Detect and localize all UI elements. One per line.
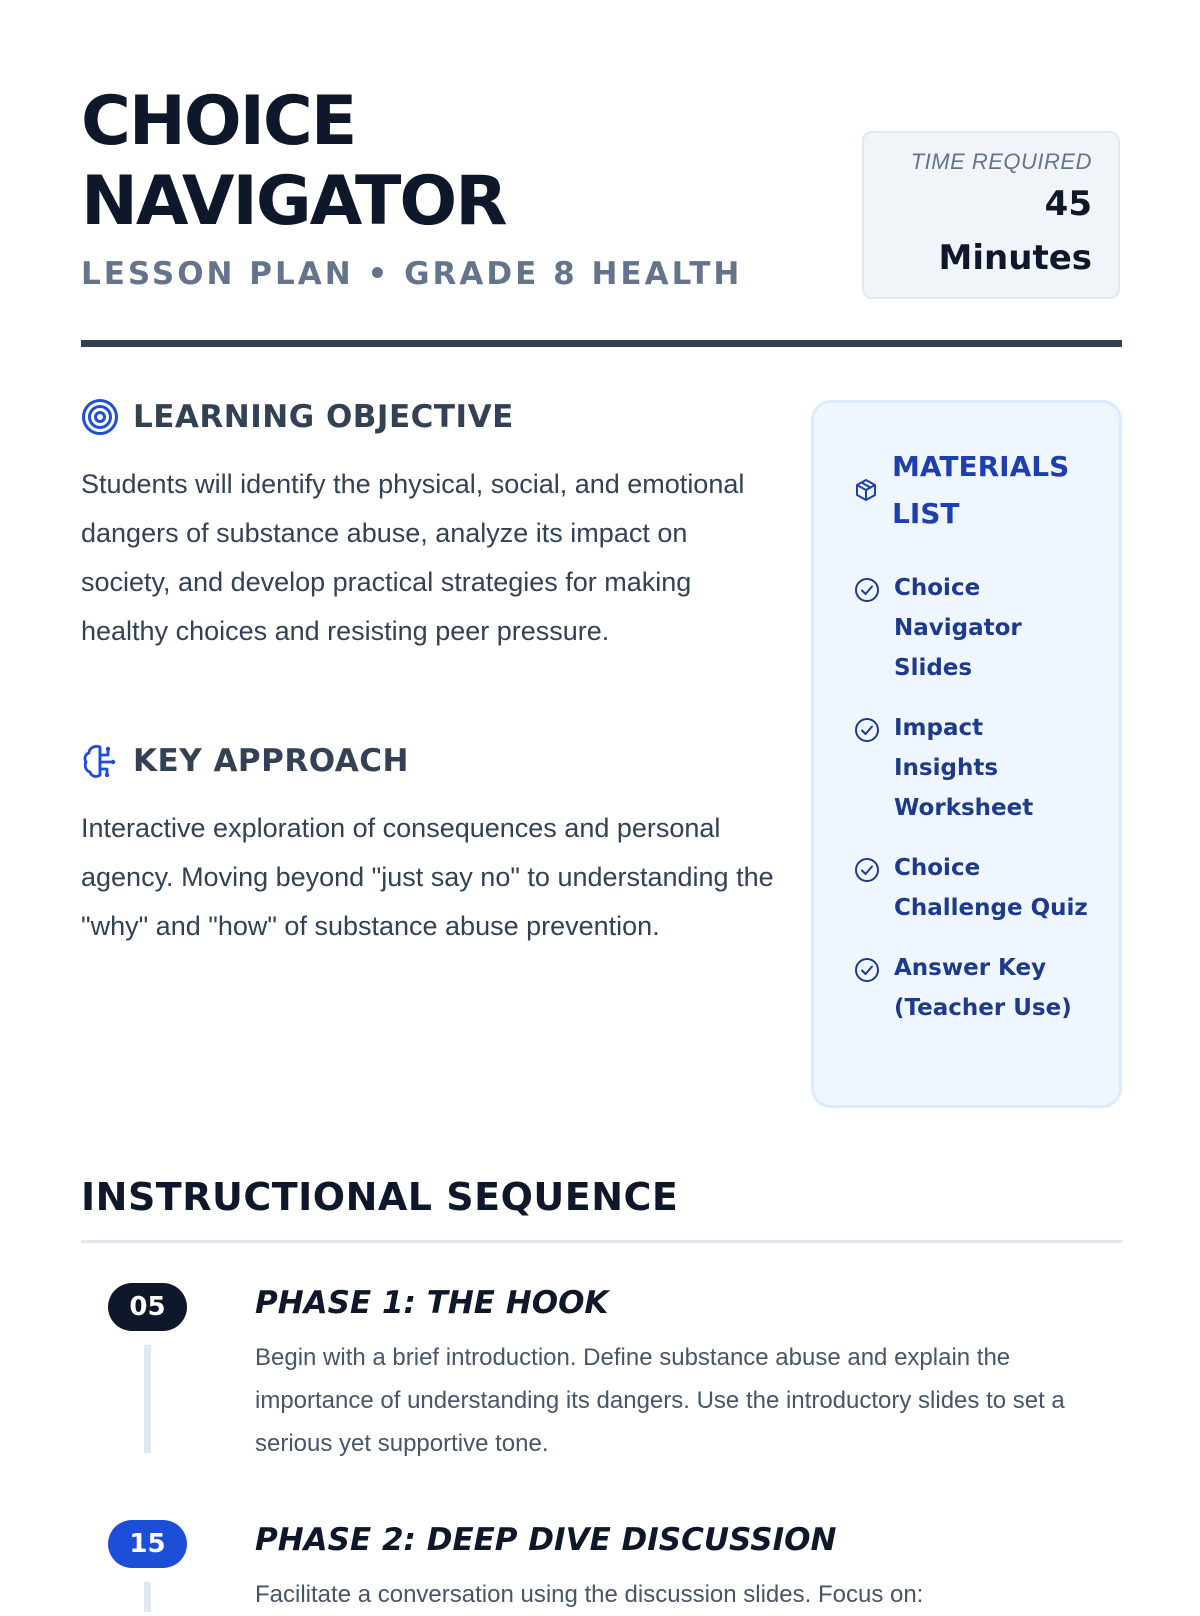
time-value-number: 45 <box>1044 184 1092 224</box>
check-circle-icon <box>854 717 880 743</box>
materials-panel <box>811 400 1122 1108</box>
list-item <box>854 848 1094 928</box>
page-subtitle: LESSON PLAN • GRADE 8 HEALTH <box>81 256 743 292</box>
phase-timeline-line <box>144 1582 151 1612</box>
title-line-1: CHOICE <box>81 82 356 161</box>
page-title <box>81 82 506 242</box>
phase-minutes-badge: 15 <box>108 1520 187 1568</box>
brain-icon <box>81 742 119 780</box>
time-required-value <box>864 177 1092 285</box>
phase-title: PHASE 2: DEEP DIVE DISCUSSION <box>255 1522 837 1558</box>
objective-text: Students will identify the physical, social, and emotional dangers of substance abuse, analyze its impact on society, and develop practical strategies for making healthy choices and resisting peer pressure. <box>81 469 745 646</box>
phase-1 <box>81 1283 1122 1457</box>
material-label: Choice Navigator Slides <box>894 575 1022 681</box>
list-item <box>854 948 1094 1028</box>
material-label: Answer Key (Teacher Use) <box>894 955 1072 1021</box>
approach-title: KEY APPROACH <box>133 743 409 779</box>
approach-heading <box>81 742 409 780</box>
check-circle-icon <box>854 577 880 603</box>
phase-2 <box>81 1520 1122 1608</box>
sequence-title: INSTRUCTIONAL SEQUENCE <box>81 1175 679 1219</box>
approach-text: Interactive exploration of consequences and personal agency. Moving beyond "just say no" to understanding the "why" and "how" of substance abuse prevention. <box>81 813 774 941</box>
phase-description: Facilitate a conversation using the discussion slides. Focus on: <box>255 1581 924 1608</box>
list-item <box>854 708 1094 828</box>
objective-heading <box>81 398 514 436</box>
package-icon <box>854 478 878 502</box>
list-item <box>854 568 1094 688</box>
header-divider <box>81 340 1122 347</box>
phase-description: Begin with a brief introduction. Define substance abuse and explain the importance of understanding its dangers. Use the introductory slides to set a serious yet supportive tone. <box>255 1344 1065 1457</box>
phase-minutes-badge: 05 <box>108 1283 187 1331</box>
material-label: Choice Challenge Quiz <box>894 855 1088 921</box>
time-value-unit: Minutes <box>938 238 1092 278</box>
materials-title-line-1: MATERIALS <box>892 450 1070 483</box>
time-required-box <box>862 131 1120 299</box>
check-circle-icon <box>854 857 880 883</box>
materials-list <box>854 568 1094 1048</box>
objective-title: LEARNING OBJECTIVE <box>133 399 514 435</box>
phase-title: PHASE 1: THE HOOK <box>255 1285 609 1321</box>
materials-title-line-2: LIST <box>892 497 960 530</box>
materials-title <box>892 443 1069 537</box>
check-circle-icon <box>854 957 880 983</box>
material-label: Impact Insights Worksheet <box>894 715 1034 821</box>
phase-timeline-line <box>144 1345 151 1453</box>
materials-heading <box>854 443 1069 537</box>
title-line-2: NAVIGATOR <box>81 162 506 241</box>
sequence-divider <box>81 1240 1122 1243</box>
time-required-label: TIME REQUIRED <box>910 149 1092 174</box>
target-icon <box>81 398 119 436</box>
